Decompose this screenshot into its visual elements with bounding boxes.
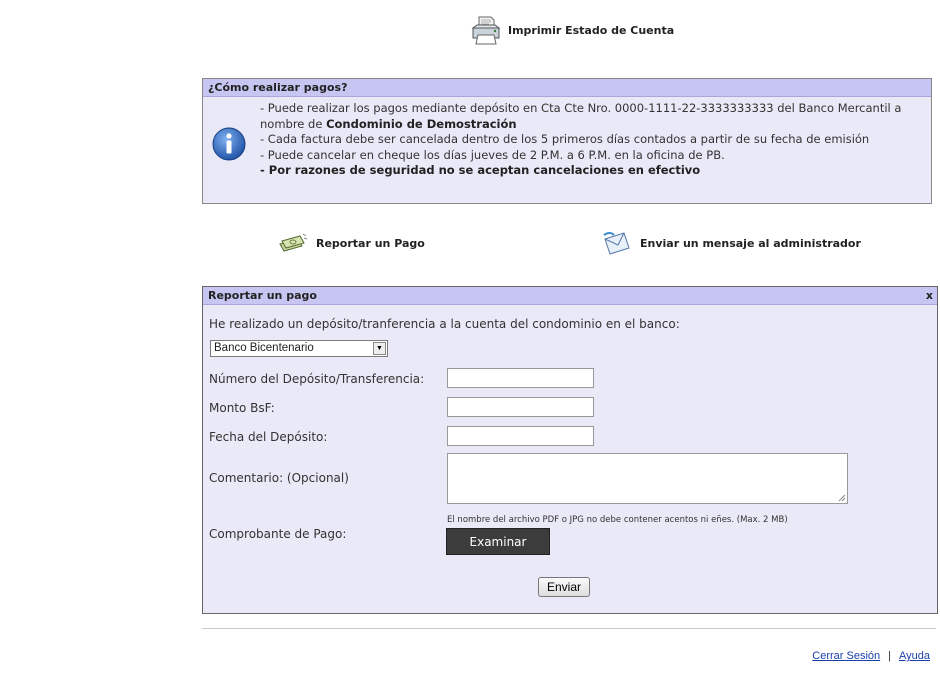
help-link[interactable]: Ayuda [899,650,930,662]
submit-button[interactable]: Enviar [538,577,590,597]
report-payment-label[interactable]: Reportar un Pago [316,236,425,250]
payment-info-panel [202,78,932,204]
info-icon [212,127,246,161]
deposit-date-input[interactable] [447,426,594,446]
resize-grip-icon[interactable] [838,494,846,502]
comment-label: Comentario: (Opcional) [209,471,349,485]
footer-links [812,650,930,662]
condominium-name: Condominio de Demostración [326,116,517,131]
logout-link[interactable]: Cerrar Sesión [812,650,881,662]
comment-textarea[interactable] [447,453,848,504]
receipt-label: Comprobante de Pago: [209,527,347,541]
amount-label: Monto BsF: [209,401,275,415]
info-line-2-prefix: nombre de [260,116,327,131]
money-icon [278,232,308,254]
report-payment-form [202,286,938,614]
bank-select-value: Banco Bicentenario [214,342,314,354]
deposit-number-input[interactable] [447,368,594,388]
chevron-down-icon[interactable]: ▼ [373,342,386,355]
info-line-5 [260,163,930,179]
info-line-4: - Puede cancelar en cheque los días jueves de 2 P.M. a 6 P.M. en la oficina de PB. [260,147,725,162]
print-statement-link[interactable] [470,14,674,46]
file-note-text: El nombre del archivo PDF o JPG no debe contener acentos ni eñes. (Max. 2 MB) [447,515,788,525]
footer-divider [202,628,936,629]
deposit-date-label: Fecha del Depósito: [209,430,328,444]
report-payment-link[interactable] [278,232,425,254]
info-line-3: - Cada factura debe ser cancelada dentro de los 5 primeros días contados a partir de su fecha de emisión [260,132,870,146]
browse-file-button[interactable]: Examinar [446,528,550,555]
message-admin-link[interactable] [602,230,861,256]
deposit-number-label: Número del Depósito/Transferencia: [209,372,425,386]
bank-intro-text: He realizado un depósito/tranferencia a la cuenta del condominio en el banco: [209,317,680,331]
amount-input[interactable] [447,397,594,417]
printer-icon [470,14,502,46]
envelope-icon [602,230,632,256]
footer-separator: | [888,650,891,662]
print-statement-label[interactable]: Imprimir Estado de Cuenta [508,23,675,37]
info-line-5-bold: - Por razones de seguridad no se aceptan cancelaciones en efectivo [260,163,701,177]
report-payment-form-title: Reportar un pago [203,287,937,305]
info-line-1: - Puede realizar los pagos mediante depósito en Cta Cte Nro. 0000-1111-22-3333333333 del Banco Mercantil a [260,101,902,115]
message-admin-label[interactable]: Enviar un mensaje al administrador [640,236,861,250]
close-form-button[interactable]: x [925,289,933,302]
info-line-2 [260,117,930,133]
payment-info-title: ¿Cómo realizar pagos? [203,79,931,97]
bank-select[interactable] [210,340,388,357]
